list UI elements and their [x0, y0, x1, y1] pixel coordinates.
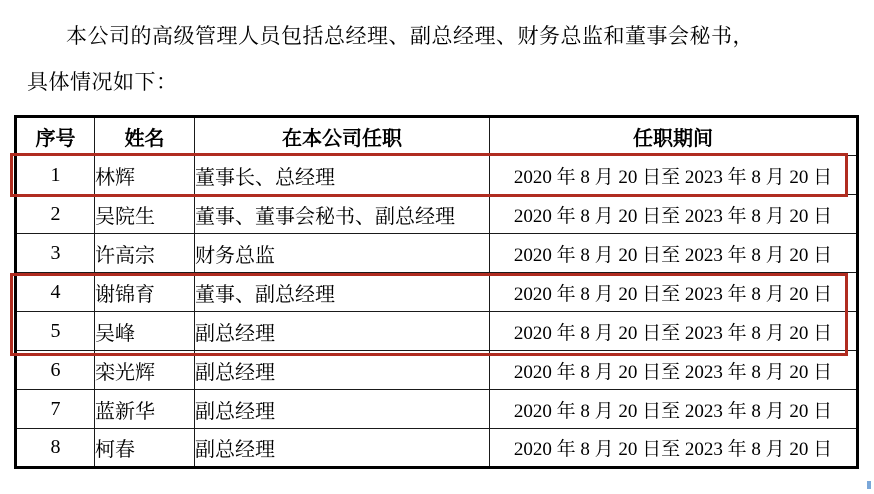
- management-table: [14, 115, 859, 469]
- table-row: [16, 234, 858, 273]
- header-serial-number: 序号: [16, 117, 95, 156]
- cell-no: 3: [16, 234, 95, 273]
- cell-position: 副总经理: [195, 312, 490, 351]
- cell-position: 副总经理: [195, 351, 490, 390]
- cell-no: 1: [16, 156, 95, 195]
- cell-name: 许高宗: [95, 234, 195, 273]
- cell-no: 6: [16, 351, 95, 390]
- cell-no: 5: [16, 312, 95, 351]
- cell-position: 副总经理: [195, 429, 490, 468]
- cell-position: 董事、董事会秘书、副总经理: [195, 195, 490, 234]
- cell-position: 财务总监: [195, 234, 490, 273]
- cell-position: 副总经理: [195, 390, 490, 429]
- table-header-row: [16, 117, 858, 156]
- cell-name: 柯春: [95, 429, 195, 468]
- cell-name: 吴峰: [95, 312, 195, 351]
- table-row: [16, 390, 858, 429]
- corner-blue-marker: [867, 481, 871, 489]
- header-position: 在本公司任职: [195, 117, 490, 156]
- intro-paragraph-line-2: 具体情况如下：: [27, 70, 178, 94]
- cell-no: 8: [16, 429, 95, 468]
- cell-position: 董事长、总经理: [195, 156, 490, 195]
- cell-period: 2020 年 8 月 20 日至 2023 年 8 月 20 日: [490, 156, 858, 195]
- cell-no: 4: [16, 273, 95, 312]
- table-row: [16, 312, 858, 351]
- cell-no: 7: [16, 390, 95, 429]
- cell-name: 林辉: [95, 156, 195, 195]
- intro-paragraph-line-1: 本公司的高级管理人员包括总经理、副总经理、财务总监和董事会秘书，: [66, 24, 754, 48]
- header-name: 姓名: [95, 117, 195, 156]
- cell-name: 栾光辉: [95, 351, 195, 390]
- cell-position: 董事、副总经理: [195, 273, 490, 312]
- cell-name: 吴院生: [95, 195, 195, 234]
- table-row: [16, 273, 858, 312]
- table-row: [16, 351, 858, 390]
- cell-period: 2020 年 8 月 20 日至 2023 年 8 月 20 日: [490, 429, 858, 468]
- table-row: [16, 195, 858, 234]
- header-tenure-period: 任职期间: [490, 117, 858, 156]
- table-row: [16, 429, 858, 468]
- cell-name: 谢锦育: [95, 273, 195, 312]
- table-row: [16, 156, 858, 195]
- cell-no: 2: [16, 195, 95, 234]
- cell-period: 2020 年 8 月 20 日至 2023 年 8 月 20 日: [490, 273, 858, 312]
- cell-period: 2020 年 8 月 20 日至 2023 年 8 月 20 日: [490, 351, 858, 390]
- cell-period: 2020 年 8 月 20 日至 2023 年 8 月 20 日: [490, 195, 858, 234]
- cell-period: 2020 年 8 月 20 日至 2023 年 8 月 20 日: [490, 312, 858, 351]
- cell-name: 蓝新华: [95, 390, 195, 429]
- cell-period: 2020 年 8 月 20 日至 2023 年 8 月 20 日: [490, 390, 858, 429]
- cell-period: 2020 年 8 月 20 日至 2023 年 8 月 20 日: [490, 234, 858, 273]
